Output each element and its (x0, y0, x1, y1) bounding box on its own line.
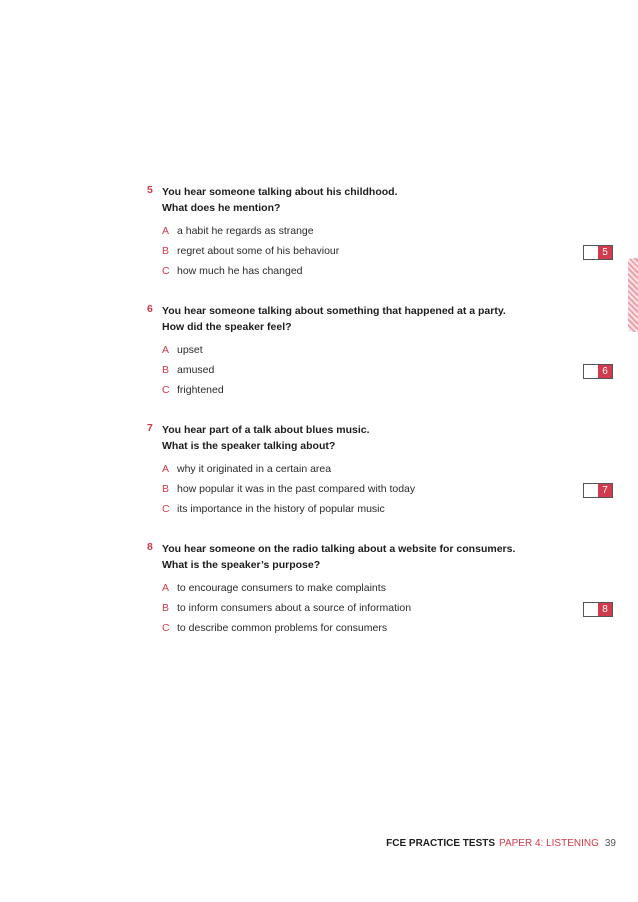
option-text: to inform consumers about a source of information (177, 602, 412, 614)
question-number: 5 (147, 184, 153, 196)
question-5 (147, 184, 617, 281)
prompt-line-1: You hear someone talking about something that happened at a party. (162, 305, 506, 317)
option-letter: B (162, 364, 170, 376)
option-letter: B (162, 602, 170, 614)
answer-box-number: 8 (598, 603, 612, 616)
options-list (162, 221, 617, 281)
answer-box[interactable] (583, 602, 613, 617)
option-letter: C (162, 622, 170, 634)
option-letter: B (162, 483, 170, 495)
answer-box[interactable] (583, 483, 613, 498)
option-a[interactable] (162, 221, 617, 241)
option-b[interactable] (162, 241, 617, 261)
question-header (147, 303, 617, 335)
option-letter: C (162, 503, 170, 515)
footer-paper-title: PAPER 4: LISTENING (499, 838, 599, 849)
option-text: to describe common problems for consumers (177, 622, 388, 634)
answer-input[interactable] (584, 246, 598, 259)
option-text: regret about some of his behaviour (177, 245, 340, 257)
option-text: to encourage consumers to make complaints (177, 582, 386, 594)
option-c[interactable] (162, 618, 617, 638)
option-text: amused (177, 364, 215, 376)
option-text: how much he has changed (177, 265, 303, 277)
option-letter: C (162, 265, 170, 277)
option-letter: A (162, 463, 170, 475)
option-text: why it originated in a certain area (177, 463, 332, 475)
page-number: 39 (604, 838, 616, 849)
option-text: upset (177, 344, 203, 356)
option-c[interactable] (162, 380, 617, 400)
answer-box[interactable] (583, 245, 613, 260)
option-letter: A (162, 225, 170, 237)
option-text: frightened (177, 384, 224, 396)
answer-input[interactable] (584, 365, 598, 378)
question-header (147, 541, 617, 573)
option-b[interactable] (162, 479, 617, 499)
options-list (162, 578, 617, 638)
option-c[interactable] (162, 499, 617, 519)
question-7 (147, 422, 617, 519)
question-prompt (162, 422, 617, 454)
option-letter: B (162, 245, 170, 257)
option-a[interactable] (162, 340, 617, 360)
option-c[interactable] (162, 261, 617, 281)
prompt-line-1: You hear part of a talk about blues music. (162, 424, 370, 436)
prompt-line-2: What does he mention? (162, 202, 281, 214)
option-text: how popular it was in the past compared with today (177, 483, 416, 495)
question-number: 8 (147, 541, 153, 553)
option-text: a habit he regards as strange (177, 225, 314, 237)
prompt-line-2: What is the speaker’s purpose? (162, 559, 321, 571)
question-8 (147, 541, 617, 638)
question-header (147, 422, 617, 454)
question-prompt (162, 541, 617, 573)
prompt-line-2: How did the speaker feel? (162, 321, 292, 333)
option-b[interactable] (162, 360, 617, 380)
question-prompt (162, 303, 617, 335)
answer-box-number: 5 (598, 246, 612, 259)
answer-box-number: 6 (598, 365, 612, 378)
question-header (147, 184, 617, 216)
options-list (162, 340, 617, 400)
question-number: 7 (147, 422, 153, 434)
page-footer (386, 838, 616, 849)
option-letter: A (162, 344, 170, 356)
answer-input[interactable] (584, 603, 598, 616)
answer-input[interactable] (584, 484, 598, 497)
prompt-line-1: You hear someone talking about his childhood. (162, 186, 398, 198)
question-6 (147, 303, 617, 400)
question-prompt (162, 184, 617, 216)
options-list (162, 459, 617, 519)
option-a[interactable] (162, 459, 617, 479)
section-side-tab (628, 258, 638, 332)
option-b[interactable] (162, 598, 617, 618)
answer-box[interactable] (583, 364, 613, 379)
footer-series-title: FCE PRACTICE TESTS (386, 838, 496, 849)
prompt-line-1: You hear someone on the radio talking about a website for consumers. (162, 543, 516, 555)
option-a[interactable] (162, 578, 617, 598)
option-letter: A (162, 582, 170, 594)
option-letter: C (162, 384, 170, 396)
prompt-line-2: What is the speaker talking about? (162, 440, 336, 452)
question-number: 6 (147, 303, 153, 315)
option-text: its importance in the history of popular music (177, 503, 385, 515)
answer-box-number: 7 (598, 484, 612, 497)
